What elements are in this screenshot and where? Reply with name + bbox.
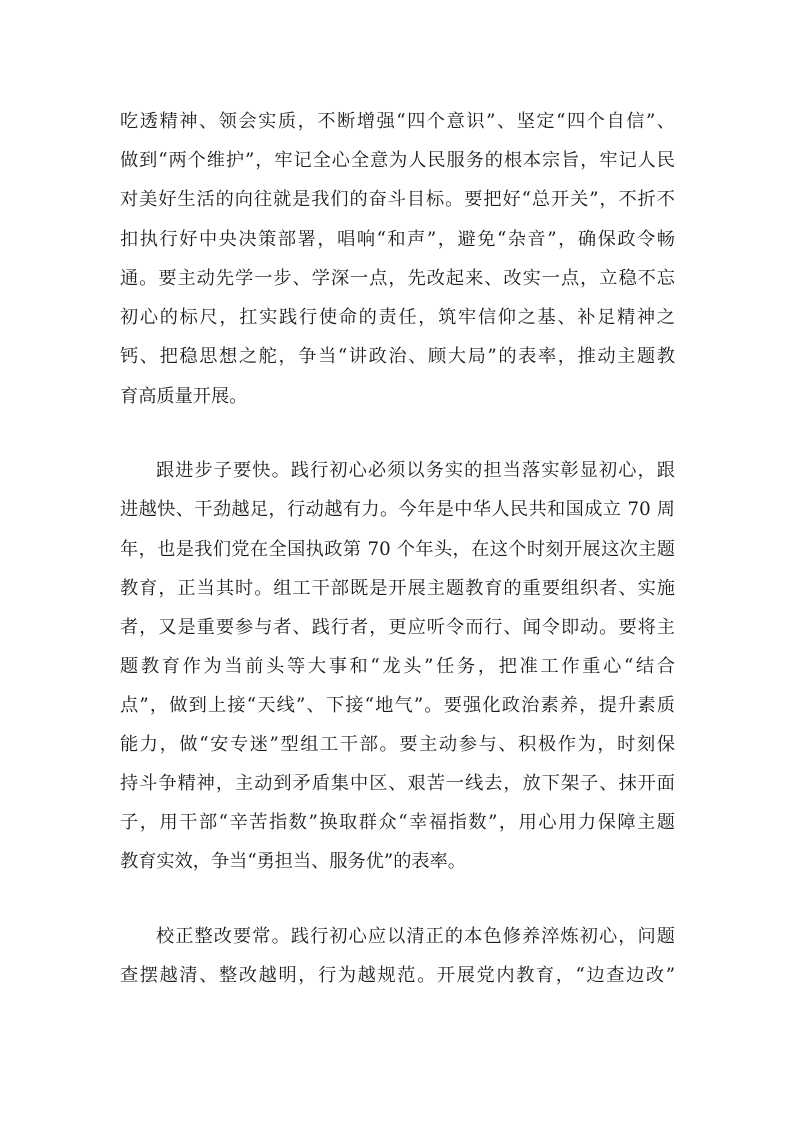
- paragraph-1-line-3: 对美好生活的向往就是我们的奋斗目标。要把好“总开关”，不折不: [120, 189, 675, 210]
- paragraph-2-line-4: 教育，正当其时。组工干部既是开展主题教育的重要组织者、实施: [120, 578, 675, 599]
- paragraph-2-line-9: 持斗争精神，主动到矛盾集中区、艰苦一线去，放下架子、抹开面: [120, 773, 675, 794]
- paragraph-2-line-6: 题教育作为当前头等大事和“龙头”任务，把准工作重心“结合: [120, 656, 675, 677]
- paragraph-3-line-2: 查摆越清、整改越明，行为越规范。开展党内教育，“边查边改”: [120, 965, 675, 986]
- paragraph-2-line-1: 跟进步子要快。践行初心必须以务实的担当落实彰显初心，跟: [156, 460, 675, 481]
- paragraph-2-line-10: 子，用干部“辛苦指数”换取群众“幸福指数”，用心用力保障主题: [120, 812, 675, 833]
- paragraph-1-line-6: 初心的标尺，扛实践行使命的责任，筑牢信仰之基、补足精神之: [120, 307, 675, 328]
- paragraph-2-line-11: 教育实效，争当“勇担当、服务优”的表率。: [120, 851, 466, 872]
- paragraph-2-line-5: 者，又是重要参与者、践行者，更应听令而行、闻令即动。要将主: [120, 617, 675, 638]
- paragraph-1-line-2: 做到“两个维护”，牢记全心全意为人民服务的根本宗旨，牢记人民: [120, 150, 675, 171]
- paragraph-1-line-1: 吃透精神、领会实质，不断增强“四个意识”、坚定“四个自信”、: [120, 111, 675, 132]
- paragraph-1-line-7: 钙、把稳思想之舵，争当“讲政治、顾大局”的表率，推动主题教: [120, 346, 675, 367]
- paragraph-1-line-5: 通。要主动先学一步、学深一点，先改起来、改实一点，立稳不忘: [120, 268, 675, 289]
- paragraph-2-line-2: 进越快、干劲越足，行动越有力。今年是中华人民共和国成立 70 周: [120, 499, 675, 520]
- paragraph-1-line-8: 育高质量开展。: [120, 386, 248, 407]
- paragraph-2-line-3: 年，也是我们党在全国执政第 70 个年头，在这个时刻开展这次主题: [120, 539, 675, 560]
- paragraph-1-line-4: 扣执行好中央决策部署，唱响“和声”，避免“杂音”，确保政令畅: [120, 229, 675, 250]
- paragraph-3-line-1: 校正整改要常。践行初心应以清正的本色修养淬炼初心，问题: [156, 926, 675, 947]
- paragraph-2-line-7: 点”，做到上接“天线”、下接“地气”。要强化政治素养，提升素质: [120, 695, 675, 716]
- paragraph-2-line-8: 能力，做“安专迷”型组工干部。要主动参与、积极作为，时刻保: [120, 734, 675, 755]
